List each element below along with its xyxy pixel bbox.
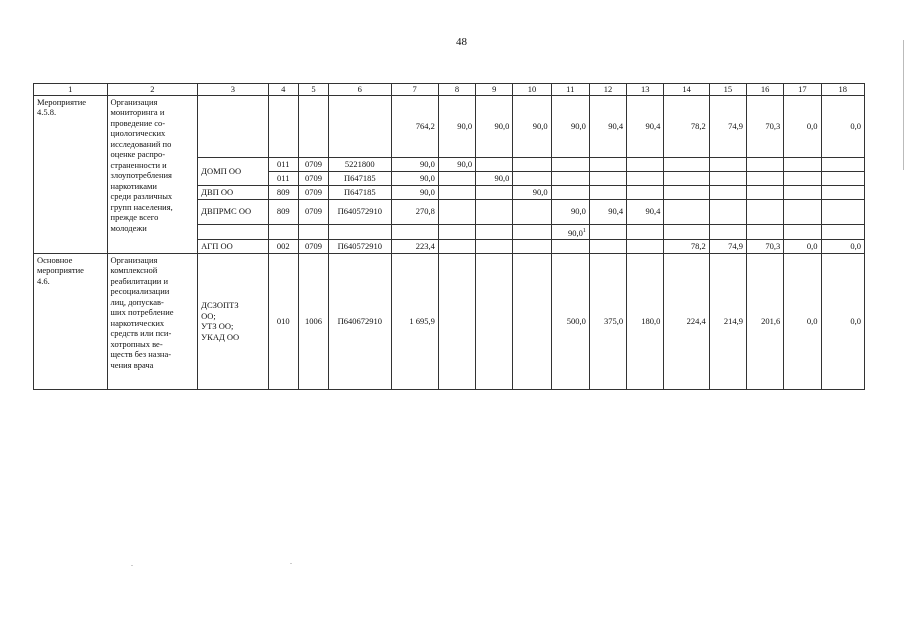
value-cell: 90,0 [391, 185, 438, 199]
value-cell: 764,2 [391, 95, 438, 157]
event-code-cell: Мероприятие 4.5.8. [34, 95, 108, 253]
event-name-cell-line: ществ без назна- [110, 349, 172, 360]
value-cell [438, 171, 475, 185]
event-name-cell-line: среди различных [110, 191, 173, 201]
value-cell [784, 171, 821, 185]
value-cell: 180,0 [627, 253, 664, 389]
value-cell [438, 253, 475, 389]
value-cell: 90,0 [438, 157, 475, 171]
value-cell [821, 224, 864, 239]
value-cell [329, 224, 391, 239]
value-cell [589, 157, 626, 171]
value-cell [438, 185, 475, 199]
value-cell: 500,0 [551, 253, 589, 389]
executor-cell [198, 253, 269, 389]
event-name-cell-line: Организация [110, 254, 158, 265]
value-cell [551, 239, 589, 253]
value-cell: 011 [268, 157, 298, 171]
value-cell [784, 199, 821, 224]
value-cell [513, 171, 551, 185]
table-row [34, 253, 865, 389]
column-number-header: 8 [438, 84, 475, 96]
value-cell [298, 224, 328, 239]
value-cell [627, 185, 664, 199]
value-cell [664, 199, 709, 224]
value-cell [476, 185, 513, 199]
executor-cell-line: УКАД ОО [201, 331, 240, 342]
value-cell: 223,4 [391, 239, 438, 253]
footnote-mark: 1 [582, 227, 586, 234]
value-cell: 90,0 [551, 199, 589, 224]
event-name-cell-line: наркотических [110, 317, 165, 328]
event-code-cell-line: мероприятие [37, 265, 84, 276]
value-cell: 74,9 [709, 95, 746, 157]
value-cell: 90,0$^1$ [551, 224, 589, 239]
value-cell [391, 224, 438, 239]
value-cell: 90,4 [589, 199, 626, 224]
column-number-header: 15 [709, 84, 746, 96]
value-cell [709, 199, 746, 224]
value-cell: 809 [268, 199, 298, 224]
event-code-cell-line: Основное [37, 254, 73, 265]
value-cell: 0,0 [821, 239, 864, 253]
value-cell [784, 157, 821, 171]
value-cell: 90,0 [391, 157, 438, 171]
value-cell [513, 157, 551, 171]
event-name-cell-line: молодежи [110, 222, 147, 233]
value-cell: 78,2 [664, 239, 709, 253]
column-number-header: 18 [821, 84, 864, 96]
event-name-cell-line: средств или пси- [110, 328, 172, 339]
value-cell [589, 239, 626, 253]
table-row [34, 95, 865, 157]
value-cell: 90,4 [627, 199, 664, 224]
value-cell [709, 185, 746, 199]
event-name-cell-line: комплексной [110, 265, 158, 276]
value-cell [627, 171, 664, 185]
value-cell [747, 185, 784, 199]
value-cell [664, 157, 709, 171]
column-number-header: 7 [391, 84, 438, 96]
value-cell: 201,6 [747, 253, 784, 389]
value-cell [298, 95, 328, 157]
executor-cell: ДВПРМС ОО [198, 199, 269, 224]
value-cell: П647185 [329, 171, 391, 185]
value-cell: 0709 [298, 157, 328, 171]
value-cell [438, 224, 475, 239]
event-code-cell-line: 4.6. [37, 275, 50, 286]
value-cell [709, 224, 746, 239]
value-cell: 0709 [298, 199, 328, 224]
column-number-header: 16 [747, 84, 784, 96]
value-cell [589, 185, 626, 199]
value-cell: П647185 [329, 185, 391, 199]
scan-speck [131, 565, 133, 566]
value-cell [747, 224, 784, 239]
value-cell: 0709 [298, 239, 328, 253]
executor-cell: ДОМП ОО [198, 157, 269, 185]
event-name-cell-line: ресоциализации [110, 286, 170, 297]
value-cell [329, 95, 391, 157]
value-cell: 375,0 [589, 253, 626, 389]
event-name-cell-line: оценке распро- [110, 149, 166, 159]
value-cell: 90,0 [438, 95, 475, 157]
column-number-header: 2 [107, 84, 198, 96]
column-number-header: 1 [34, 84, 108, 96]
value-cell: 0709 [298, 185, 328, 199]
value-cell [664, 171, 709, 185]
value-cell [551, 157, 589, 171]
event-name-cell-line: проведение со- [110, 117, 166, 128]
value-cell [747, 157, 784, 171]
scan-speck [290, 563, 292, 564]
event-name-cell-line: чения врача [110, 359, 154, 370]
value-cell: 78,2 [664, 95, 709, 157]
value-cell: 90,0 [513, 185, 551, 199]
event-name-cell [107, 253, 198, 389]
value-cell: 70,3 [747, 239, 784, 253]
value-cell: 90,0 [476, 95, 513, 157]
column-number-header: 12 [589, 84, 626, 96]
value-cell [664, 224, 709, 239]
executor-cell-line: ОО; [201, 310, 216, 321]
value-cell [821, 171, 864, 185]
value-cell [476, 224, 513, 239]
value-cell: 010 [268, 253, 298, 389]
event-name-cell-line: реабилитации и [110, 275, 168, 286]
value-cell [784, 224, 821, 239]
value-cell: 0,0 [821, 253, 864, 389]
value-cell: 90,4 [589, 95, 626, 157]
event-name-cell-line: прежде всего [110, 212, 159, 222]
value-cell [747, 171, 784, 185]
value-cell [476, 157, 513, 171]
column-number-header: 17 [784, 84, 821, 96]
value-cell [709, 171, 746, 185]
value-cell [438, 239, 475, 253]
column-number-header: 4 [268, 84, 298, 96]
value-cell: 0,0 [784, 253, 821, 389]
column-number-header: 13 [627, 84, 664, 96]
event-name-cell-line: мониторинга и [110, 107, 165, 117]
value-cell [664, 185, 709, 199]
column-number-header: 3 [198, 84, 269, 96]
value-cell: 1006 [298, 253, 328, 389]
header-row [34, 84, 865, 96]
value-cell [627, 157, 664, 171]
value-cell: П640572910 [329, 239, 391, 253]
page-number: 48 [456, 36, 467, 48]
value-cell: 002 [268, 239, 298, 253]
executor-cell [198, 224, 269, 239]
value-cell: 70,3 [747, 95, 784, 157]
value-cell: 90,0 [513, 95, 551, 157]
column-number-header: 10 [513, 84, 551, 96]
executor-cell [198, 95, 269, 157]
value-cell [513, 239, 551, 253]
value-cell: 214,9 [709, 253, 746, 389]
value-cell: 0,0 [784, 239, 821, 253]
column-number-header: 5 [298, 84, 328, 96]
value-cell [589, 224, 626, 239]
event-name-cell-line: ших потребление [110, 307, 174, 318]
value-cell: 0709 [298, 171, 328, 185]
value-cell [709, 157, 746, 171]
value-cell [513, 253, 551, 389]
value-cell: 1 695,9 [391, 253, 438, 389]
value-cell: 0,0 [784, 95, 821, 157]
value-cell: 224,4 [664, 253, 709, 389]
column-number-header: 14 [664, 84, 709, 96]
value-cell [513, 199, 551, 224]
scan-edge-mark [903, 40, 904, 170]
value-cell: П640572910 [329, 199, 391, 224]
event-code-cell [34, 253, 108, 389]
value-cell [747, 199, 784, 224]
value-cell: 5221800 [329, 157, 391, 171]
column-number-header: 11 [551, 84, 589, 96]
value-cell [784, 185, 821, 199]
value-cell [821, 199, 864, 224]
event-name-cell-line: наркотиками [110, 180, 157, 191]
value-cell [627, 224, 664, 239]
executor-cell: АГП ОО [198, 239, 269, 253]
value-cell [589, 171, 626, 185]
event-name-cell-line: исследований по [110, 138, 172, 149]
value-cell [268, 224, 298, 239]
budget-table [33, 83, 865, 390]
value-cell: 0,0 [821, 95, 864, 157]
value-cell [551, 171, 589, 185]
value-cell: П640672910 [329, 253, 391, 389]
value-cell [513, 224, 551, 239]
value-cell [268, 95, 298, 157]
event-name-cell-line: циологических [110, 128, 166, 138]
executor-cell-line: УТЗ ОО; [201, 321, 234, 332]
value-cell: 74,9 [709, 239, 746, 253]
event-name-cell-line: злоупотребления [110, 170, 172, 180]
value-cell: 011 [268, 171, 298, 185]
value-cell: 90,4 [627, 95, 664, 157]
executor-cell-line: ДСЗОПТЗ [201, 300, 239, 311]
value-cell [438, 199, 475, 224]
event-name-cell-line: Организация [110, 96, 158, 107]
value-cell: 90,0 [391, 171, 438, 185]
event-name-cell-line: групп населения, [110, 201, 173, 212]
value-cell [476, 199, 513, 224]
value-cell: 90,0 [551, 95, 589, 157]
executor-cell: ДВП ОО [198, 185, 269, 199]
value-cell: 270,8 [391, 199, 438, 224]
value-cell [627, 239, 664, 253]
event-name-cell [107, 95, 198, 253]
value-cell [821, 157, 864, 171]
event-name-cell-line: страненности и [110, 159, 167, 170]
column-number-header: 9 [476, 84, 513, 96]
value-cell: 809 [268, 185, 298, 199]
value-cell [476, 253, 513, 389]
value-cell [476, 239, 513, 253]
event-name-cell-line: хотропных ве- [110, 338, 163, 349]
value-cell [821, 185, 864, 199]
value-cell [551, 185, 589, 199]
column-number-header: 6 [329, 84, 391, 96]
event-name-cell-line: лиц, допускав- [110, 296, 164, 307]
value-cell: 90,0 [476, 171, 513, 185]
